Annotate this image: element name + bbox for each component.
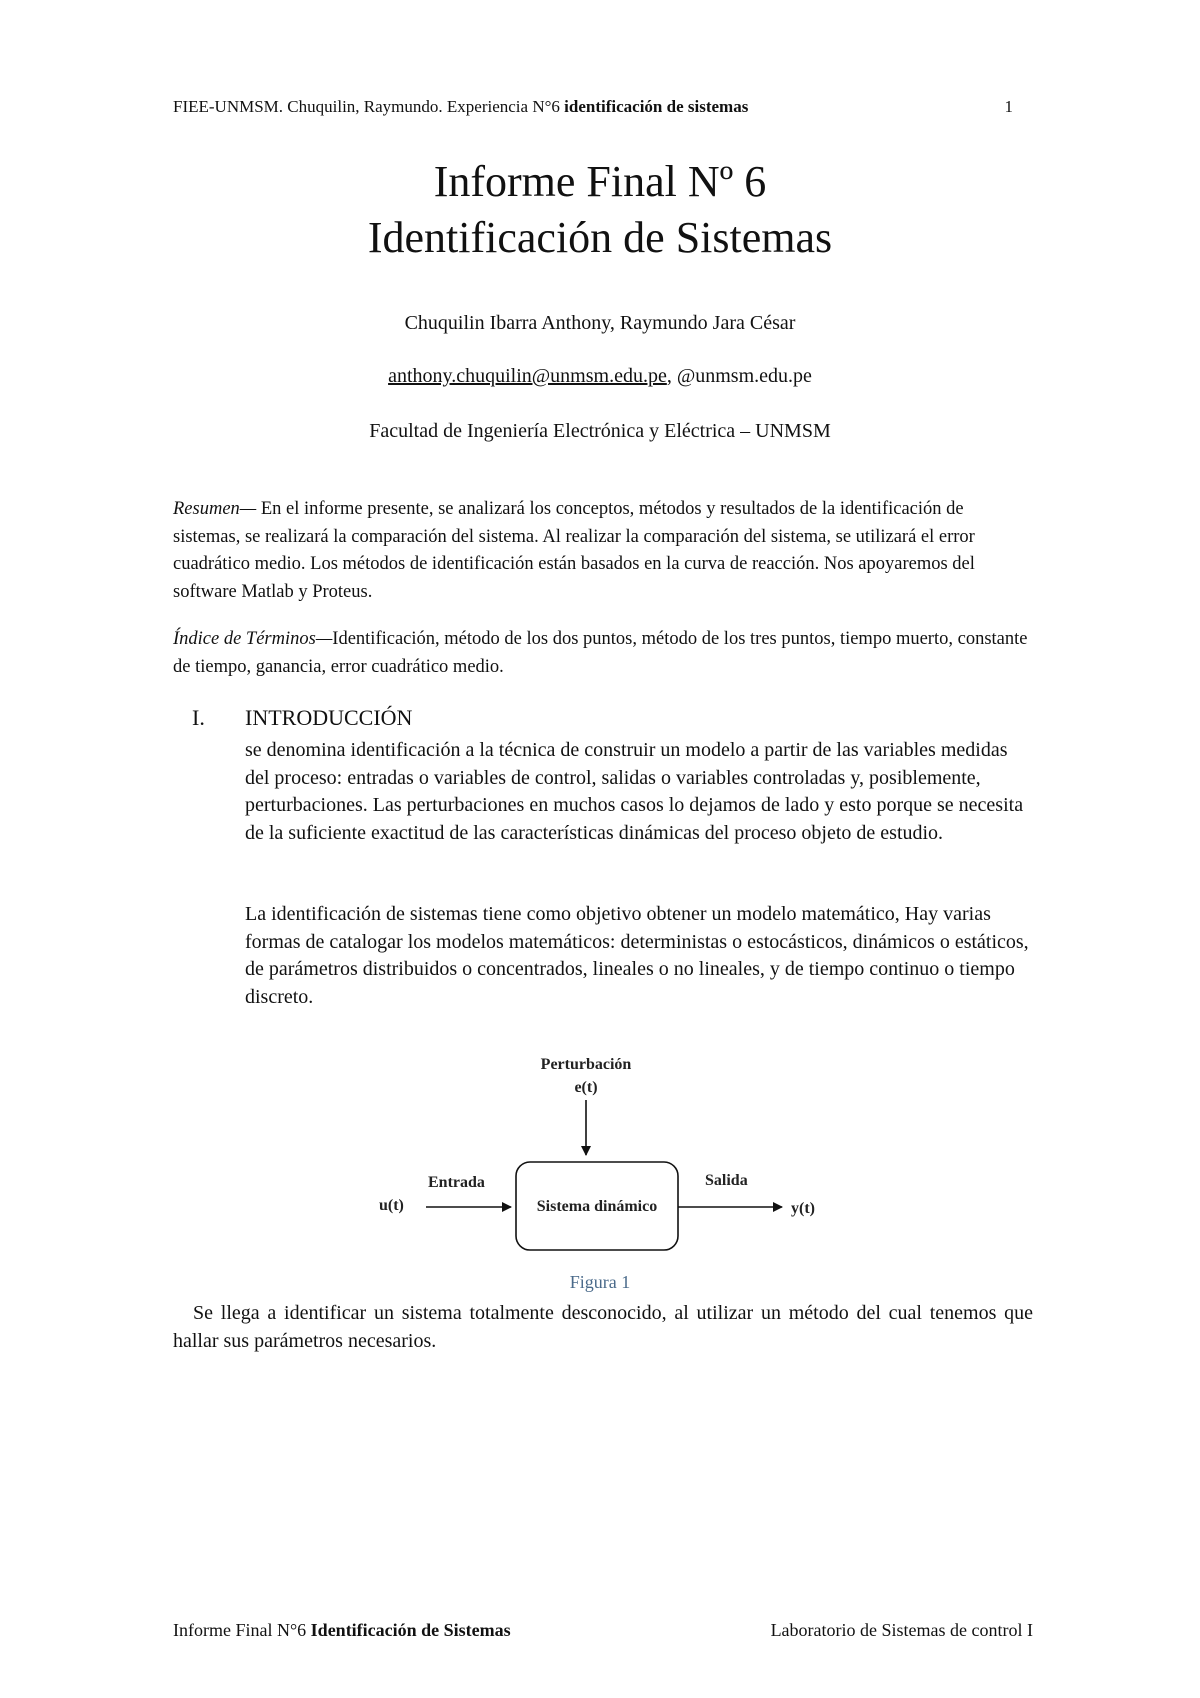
section-number: I.: [192, 705, 205, 730]
intro-paragraph-1: se denomina identificación a la técnica de construir un modelo a partir de las variables medidas del proceso: entradas o variables de control, salidas o variables controladas y, posiblemente, perturbaciones. Las perturbaciones en muchos casos lo dejamos de lado y esto porque se necesita de la suficiente exactitud de las características dinámicas del proceso objeto de estudio.: [245, 739, 1024, 844]
page-number: 1: [1004, 97, 1013, 116]
footer-right-text: Laboratorio de Sistemas de control I: [770, 1620, 1033, 1640]
index-terms: [173, 626, 1033, 681]
title-line-1: Informe Final Nº 6: [433, 157, 767, 206]
header-text: FIEE-UNMSM. Chuquilin, Raymundo. Experiencia N°6: [173, 97, 565, 116]
output-signal: y(t): [791, 1200, 815, 1217]
section-title: INTRODUCCIÓN: [245, 705, 413, 730]
index-terms-label: Índice de Términos—: [173, 629, 333, 649]
input-signal: u(t): [379, 1197, 404, 1214]
input-label: Entrada: [428, 1174, 485, 1191]
abstract-text: En el informe presente, se analizará los conceptos, métodos y resultados de la identificación de sistemas, se realizará la comparación del sistema. Al realizar la comparación del sistema, se utilizará el error cuadrático medio. Los métodos de identificación están basados en la curva de reacción. Nos apoyaremos del software Matlab y Proteus.: [173, 499, 975, 602]
email-rest: , @unmsm.edu.pe: [666, 365, 812, 387]
perturbation-label: Perturbación: [540, 1056, 632, 1073]
abstract: [173, 496, 1033, 606]
affiliation: Facultad de Ingeniería Electrónica y Eléctrica – UNMSM: [369, 420, 831, 442]
figure-caption: Figura 1: [569, 1272, 631, 1292]
perturbation-signal: e(t): [574, 1079, 598, 1096]
footer-left-bold: Identificación de Sistemas: [310, 1620, 511, 1640]
closing-paragraph: Se llega a identificar un sistema totalmente desconocido, al utilizar un método del cual tenemos que hallar sus parámetros necesarios.: [173, 1302, 1033, 1352]
block-diagram-svg: [370, 1052, 850, 1252]
running-footer: [173, 1619, 1033, 1641]
running-header: [173, 96, 1013, 118]
emails: [0, 363, 1200, 389]
header-bold-text: identificación de sistemas: [564, 97, 749, 116]
authors: Chuquilin Ibarra Anthony, Raymundo Jara César: [404, 312, 796, 334]
output-label: Salida: [705, 1172, 748, 1189]
abstract-label: Resumen—: [173, 499, 257, 519]
intro-paragraph-2: La identificación de sistemas tiene como objetivo obtener un modelo matemático, Hay varias formas de catalogar los modelos matemáticos: deterministas o estocásticos, dinámicos o estáticos, de parámetros distribuidos o concentrados, lineales o no lineales, y de tiempo continuo o tiempo discreto.: [245, 903, 1029, 1008]
footer-left-text: Informe Final N°6: [173, 1620, 311, 1640]
system-block-diagram: [370, 1052, 850, 1252]
email-link[interactable]: anthony.chuquilin@unmsm.edu.pe: [388, 365, 667, 387]
title-line-2: Identificación de Sistemas: [367, 213, 833, 262]
index-terms-text: Identificación, método de los dos puntos, método de los tres puntos, tiempo muerto, constante de tiempo, ganancia, error cuadrático medio.: [173, 629, 1028, 677]
system-label: Sistema dinámico: [536, 1198, 658, 1215]
